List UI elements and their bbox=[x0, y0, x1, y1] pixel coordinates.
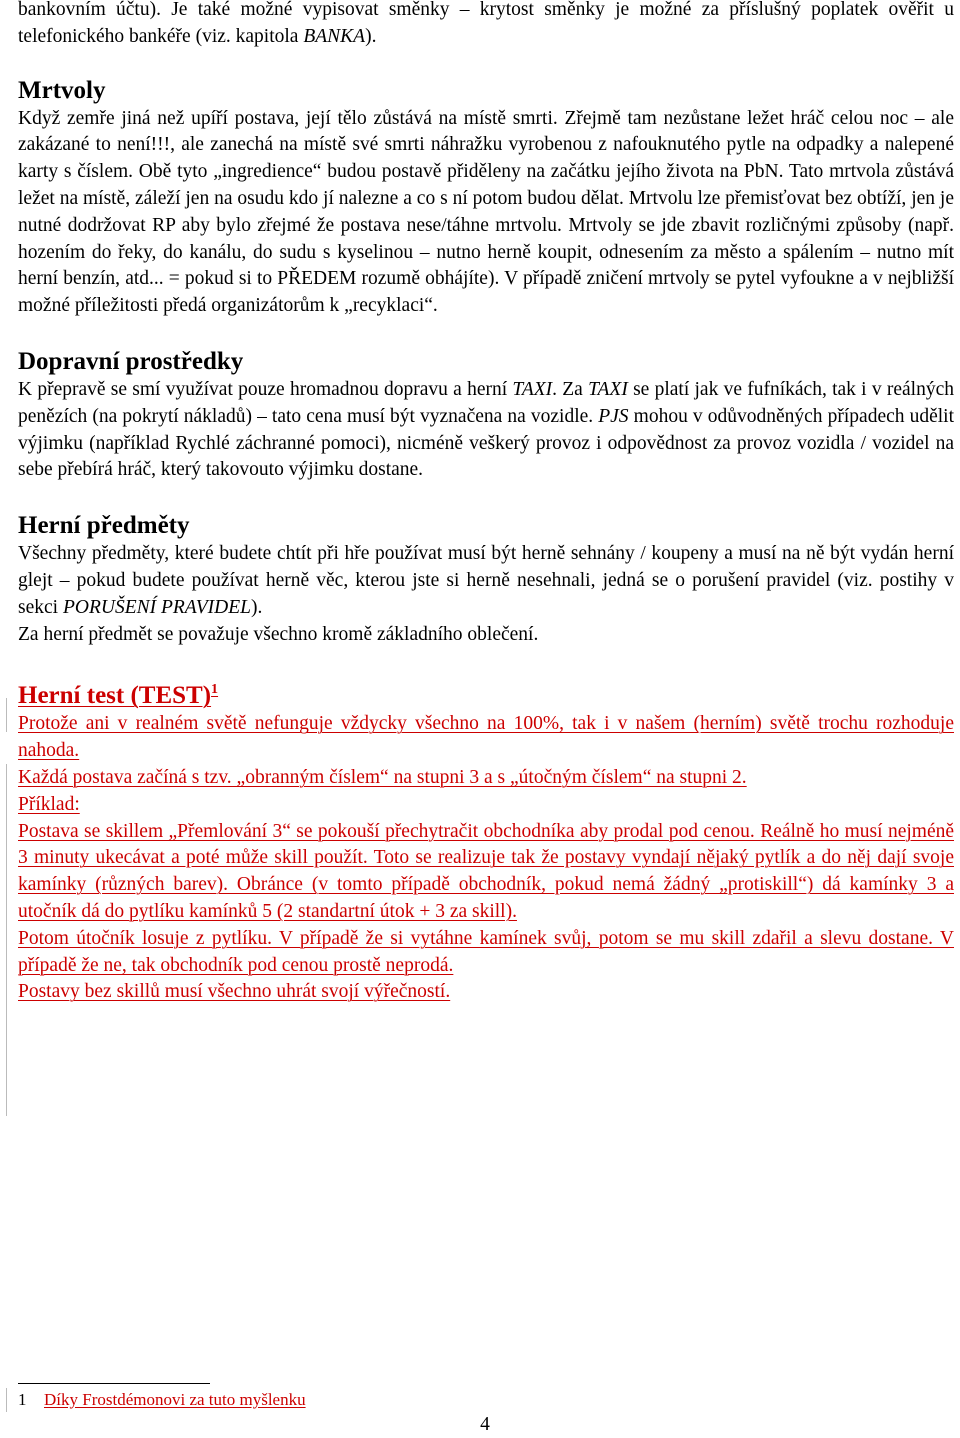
heading-dopravni-prostredky: Dopravní prostředky bbox=[18, 347, 244, 375]
test-line: Postava se skillem „Přemlování 3“ se pokouší přechytračit obchodníka aby prodal pod cenou. Reálně ho musí nejméně 3 minuty ukecávat a poté může skill použít. Toto se realizuje tak že postavy vyndají nějaký pytlík a do něj dají svoje kamínky (různých barev). Obránce (v tomto případě obchodník, pokud nemá žádný „protiskill“) dá kamínky 3 a utočník dá do pytlíku kamínků 5 (2 standartní útok + 3 za skill). bbox=[18, 820, 954, 922]
paragraph-mrtvoly: Když zemře jiná než upíří postava, její tělo zůstává na místě smrti. Zřejmě tam nezůstane ležet hráč celou noc – ale zakázané to není!!!, ale zanechá na místě své smrti náhražku vyrobenou z nafouknutého pytle na odpadky a nalepené karty s číslem. Obě tyto „ingredience“ budou postavě přiděleny na začátku jejího života na PbN. Tato mrtvola zůstává ležet na místě, záleží jen na osudu kdo jí nalezne a co s ní potom budou dělat. Mrtvolu lze přemisťovat bez obtíží, jen je nutné dodržovat RP aby bylo zřejmé že postava nese/táhne mrtvolu. Mrtvoly se jde zbavit rozličnými způsoby (např. hozením do řeky, do kanálu, do sudu s kyselinou – nutno herně koupit, odnesením za město a spálením – nutno mít herní benzín, atd... = pokud si to PŘEDEM rozumě obhájíte). V případě zničení mrtvoly se pytel vyfoukne a v nejbližší možné příležitosti předá organizátorům k „recyklaci“. bbox=[18, 107, 954, 317]
change-bar bbox=[6, 698, 7, 732]
footnote-number: 1 bbox=[18, 1390, 27, 1409]
banka-reference: BANKA bbox=[303, 25, 366, 47]
test-line: Postavy bez skillů musí všechno uhrát svojí výřečností. bbox=[18, 981, 451, 1003]
footnote-ref[interactable]: 1 bbox=[211, 682, 219, 698]
test-line: Potom útočník losuje z pytlíku. V případě že si vytáhne kamínek svůj, potom se mu skill zdařil a slevu dostane. V případě že ne, tak obchodník pod cenou prostě neprodá. bbox=[18, 927, 954, 976]
footnote-separator bbox=[18, 1383, 210, 1384]
test-line: Protože ani v realném světě nefunguje vždycky všechno na 100%, tak i v našem (herním) světě trochu rozhoduje nahoda. bbox=[18, 713, 954, 762]
footnote-text: Díky Frostdémonovi za tuto myšlenku bbox=[44, 1390, 306, 1409]
page-number: 4 bbox=[480, 1414, 490, 1435]
change-bar bbox=[6, 764, 7, 1116]
test-line: Příklad: bbox=[18, 793, 80, 815]
paragraph-banka: bankovním účtu). Je také možné vypisovat směnky – krytost směnky je možné za příslušný poplatek ověřit u telefonického bankéře (viz. kapitola BANKA). bbox=[18, 0, 954, 47]
footnote bbox=[18, 1388, 306, 1412]
heading-herni-test: Herní test (TEST)$^1$ bbox=[18, 682, 219, 710]
test-section bbox=[18, 711, 954, 1006]
heading-herni-predmety: Herní předměty bbox=[18, 512, 190, 540]
paragraph-doprava: K přepravě se smí využívat pouze hromadnou dopravu a herní TAXI. Za TAXI se platí jak ve fufníkách, tak i v reálných penězích (na pokrytí nákladů) – tato cena musí být vyznačena na vozidle. PJS mohou v odůvodněných případech udělit výjimku (například Rychlé záchranné pomoci), nicméně veškerý provoz i odpovědnost za provoz vozidla / vozidel na sebe přebírá hráč, který takovouto výjimku dostane. bbox=[18, 378, 954, 481]
paragraph-predmety: Všechny předměty, které budete chtít při hře používat musí být herně sehnány / koupeny a musí na ně být vydán herní glejt – pokud budete používat herně věc, kterou jste si herně nesehnali, jedná se o porušení pravidel (viz. postihy v sekci PORUŠENÍ PRAVIDEL). bbox=[18, 543, 954, 618]
document-page bbox=[18, 0, 954, 1006]
test-line: Každá postava začíná s tzv. „obranným číslem“ na stupni 3 a s „útočným číslem“ na stupni 2. bbox=[18, 766, 747, 788]
paragraph-predmety-oblečení: Za herní předmět se považuje všechno kromě základního oblečení. bbox=[18, 623, 539, 645]
heading-mrtvoly: Mrtvoly bbox=[18, 76, 106, 104]
change-bar bbox=[6, 1388, 7, 1412]
